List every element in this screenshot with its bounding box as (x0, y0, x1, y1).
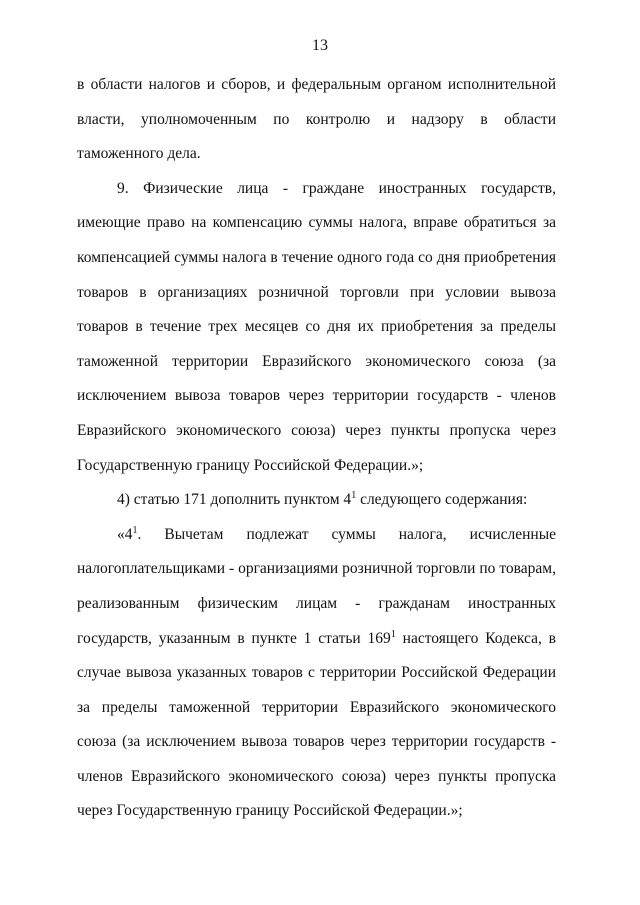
clause-text: . Вычетам подлежат суммы налога, исчисленные налогоплательщиками - организациями розничной торговли по товарам, реализованным физическим лицам - гражданам иностранных государств, указанным в пункте 1 статьи 169 (77, 525, 556, 647)
document-body (77, 68, 556, 829)
paragraph-clause-4-1 (77, 518, 556, 829)
clause-text-tail: настоящего Кодекса, в случае вывоза указанных товаров с территории Российской Федерации за пределы таможенной территории Евразийского экономического союза (за исключением вывоза товаров через территории государств - членов Евразийского экономического союза) через пункты пропуска через Государственную границу Российской Федерации.»; (77, 629, 556, 820)
amendment-text: 4) статью 171 дополнить пунктом 4 (117, 491, 352, 509)
superscript: 1 (351, 490, 357, 502)
superscript: 1 (390, 628, 396, 640)
paragraph-continuation: в области налогов и сборов, и федеральным органом исполнительной власти, уполномоченным по контролю и надзору в области таможенного дела. (77, 76, 556, 163)
paragraph-item-9: 9. Физические лица - граждане иностранных государств, имеющие право на компенсацию суммы налога, вправе обратиться за компенсацией суммы налога в течение одного года со дня приобретения товаров в организациях розничной торговли при условии вывоза товаров в течение трех месяцев со дня их приобретения за пределы таможенной территории Евразийского экономического союза (за исключением вывоза товаров через территории государств - членов Евразийского экономического союза) через пункты пропуска через Государственную границу Российской Федерации.»; (77, 179, 556, 474)
page-number: 13 (312, 37, 328, 54)
amendment-text-tail: следующего содержания: (356, 491, 528, 509)
paragraph-amendment-171 (77, 483, 556, 518)
superscript: 1 (132, 524, 138, 536)
clause-number: «4 (117, 525, 133, 543)
